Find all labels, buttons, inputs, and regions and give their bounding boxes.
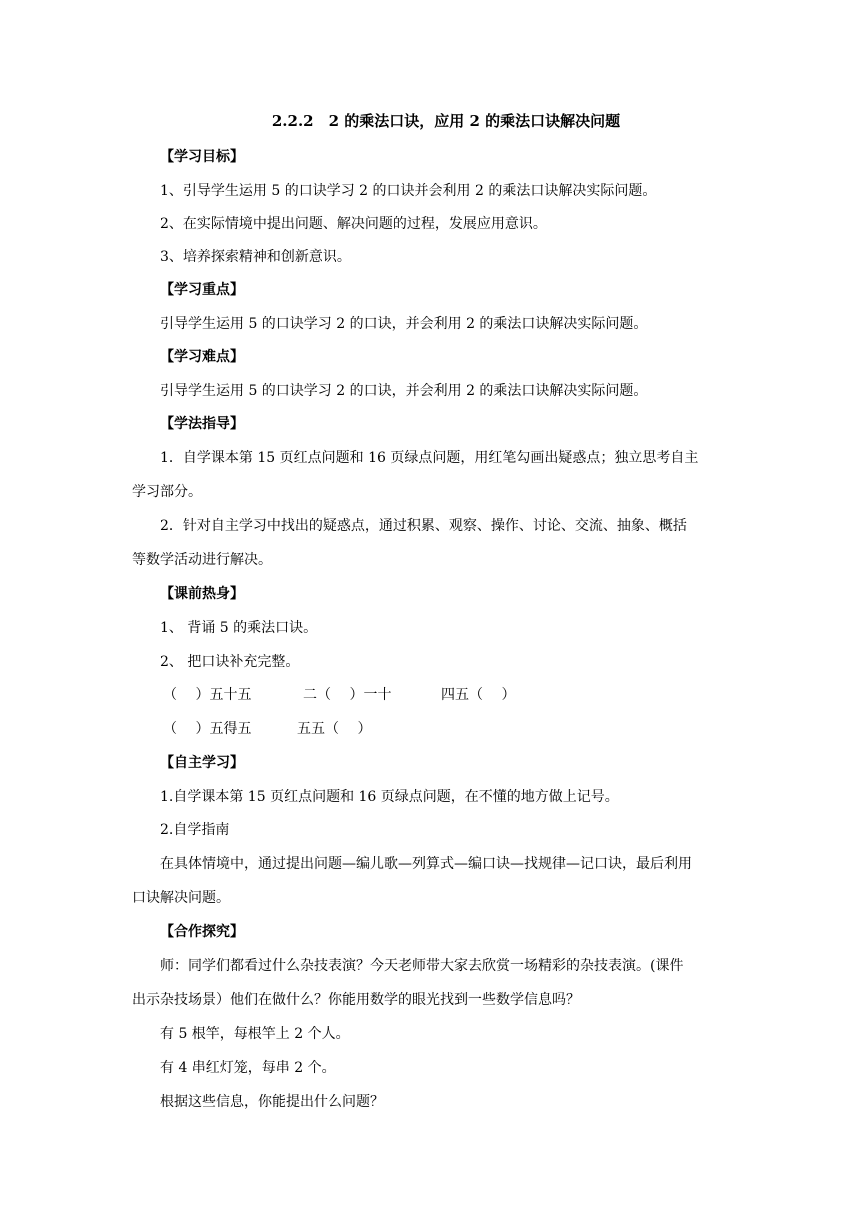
self-study-guide-line1: 在具体情境中，通过提出问题—编儿歌—列算式—编口诀—找规律—记口诀，最后利用: [160, 856, 692, 872]
self-study-item: 2.自学指南: [160, 822, 230, 838]
heading-warmup: 【课前热身】: [160, 586, 244, 602]
method-p1-line1: 1．自学课本第 15 页红点问题和 16 页绿点问题，用红笔勾画出疑惑点；独立思考自主: [160, 450, 699, 466]
self-study-item: 1.自学课本第 15 页红点问题和 16 页绿点问题，在不懂的地方做上记号。: [160, 789, 619, 805]
heading-method: 【学法指导】: [160, 416, 244, 432]
heading-key: 【学习重点】: [160, 282, 244, 298]
goal-item: 1、引导学生运用 5 的口诀学习 2 的口诀并会利用 2 的乘法口诀解决实际问题。: [160, 183, 657, 199]
fill-blank-item: （ ）五得五: [163, 721, 252, 737]
method-p1-line2: 学习部分。: [132, 484, 202, 500]
explore-line: 有 4 串红灯笼，每串 2 个。: [160, 1060, 336, 1076]
goal-item: 3、培养探索精神和创新意识。: [160, 249, 351, 265]
document-title: 2.2.2 2 的乘法口诀，应用 2 的乘法口诀解决问题: [271, 112, 621, 130]
method-p2-line1: 2．针对自主学习中找出的疑惑点，通过积累、观察、操作、讨论、交流、抽象、概括: [160, 518, 687, 534]
explore-p1-line2: 出示杂技场景）他们在做什么？你能用数学的眼光找到一些数学信息吗？: [132, 992, 580, 1008]
heading-self-study: 【自主学习】: [160, 755, 244, 771]
explore-line: 根据这些信息，你能提出什么问题？: [160, 1094, 384, 1110]
explore-p1-line1: 师：同学们都看过什么杂技表演？今天老师带大家去欣赏一场精彩的杂技表演。(课件: [160, 958, 684, 974]
difficulty-text: 引导学生运用 5 的口诀学习 2 的口诀，并会利用 2 的乘法口诀解决实际问题。: [160, 383, 648, 399]
warmup-item: 1、 背诵 5 的乘法口诀。: [160, 620, 318, 636]
fill-blank-item: 五五（ ）: [297, 721, 372, 737]
self-study-guide-line2: 口诀解决问题。: [132, 890, 230, 906]
heading-explore: 【合作探究】: [160, 924, 244, 940]
key-text: 引导学生运用 5 的口诀学习 2 的口诀，并会利用 2 的乘法口诀解决实际问题。: [160, 316, 648, 332]
heading-difficulty: 【学习难点】: [160, 349, 244, 365]
heading-goals: 【学习目标】: [160, 149, 244, 165]
explore-line: 有 5 根竿，每根竿上 2 个人。: [160, 1026, 350, 1042]
fill-blank-item: 二（ ）一十: [303, 687, 392, 703]
goal-item: 2、在实际情境中提出问题、解决问题的过程，发展应用意识。: [160, 216, 547, 232]
fill-blank-item: 四五（ ）: [441, 687, 516, 703]
warmup-item: 2、 把口诀补充完整。: [160, 654, 300, 670]
method-p2-line2: 等数学活动进行解决。: [132, 552, 272, 568]
fill-blank-item: （ ）五十五: [163, 687, 252, 703]
